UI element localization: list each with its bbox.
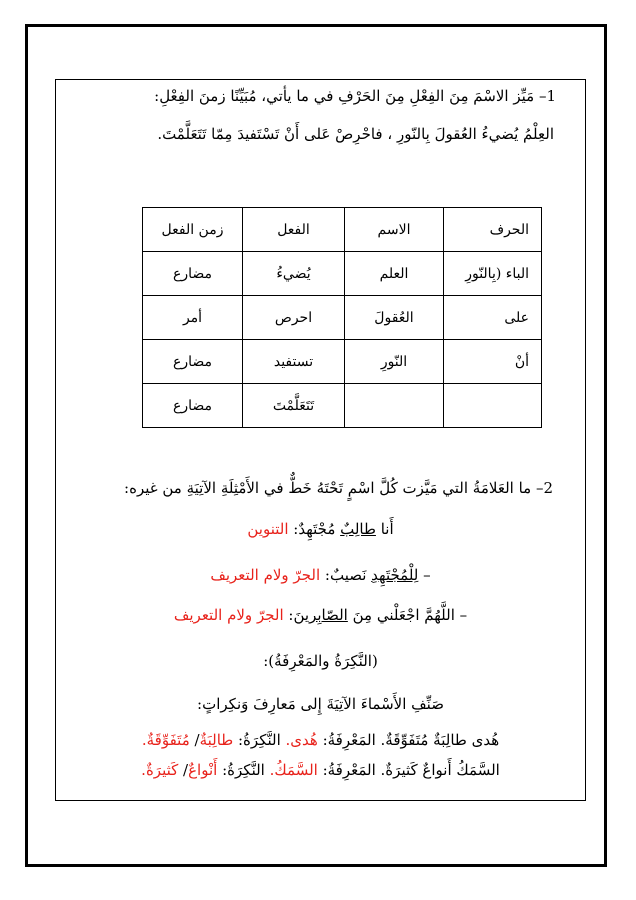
table-cell: مضارع xyxy=(143,252,243,296)
question-1-sentence: العِلْمُ يُضيءُ العُقولَ بِالنّورِ ، فاحْرِصْ عَلى أَنْ تَسْتَفيدَ مِمّا تَتَعَلَّمْتَ. xyxy=(157,125,554,143)
answer-nakira: أَنْواعٌ xyxy=(188,761,218,779)
underlined-word: طالِبٌ xyxy=(340,520,376,538)
table-header-row xyxy=(143,208,542,252)
table-cell xyxy=(345,384,444,428)
answer-mid: النَّكِرَةُ: xyxy=(233,731,286,749)
answer-text: التنوين xyxy=(247,520,289,538)
answer-nakira: مُتَفَوِّقَةٌ. xyxy=(141,731,190,749)
answer-ma3rifa: السَّمَكُ. xyxy=(269,761,318,779)
question-2-title: 2– ما العَلامَةُ التي مَيَّزت كُلَّ اسْمٍ تَحْتَهُ خَطٌّ في الأَمْثِلَةِ الآتِيَةِ من غيره: xyxy=(124,479,553,497)
table-cell: العلم xyxy=(345,252,444,296)
header-tense: زمن الفعل xyxy=(143,208,243,252)
answer-text: الجرّ ولام التعريف xyxy=(173,606,284,624)
table-cell: احرص xyxy=(243,296,345,340)
table-cell: على xyxy=(444,296,542,340)
example-3 xyxy=(55,605,586,625)
answer-nakira: كَثيرَةٌ. xyxy=(141,761,179,779)
word-classification-table xyxy=(142,207,542,428)
header-noun: الاسم xyxy=(345,208,444,252)
table-cell: تَتَعَلَّمْتَ xyxy=(243,384,345,428)
answer-lead: السَّمَكُ أَنواعٌ كَثيرَةٌ. المَعْرِفَةُ: xyxy=(317,761,500,779)
section-3-instruction: صَنِّفِ الأَسْماءَ الآتِيَةَ إِلى مَعارِفَ وَنكِراتٍ: xyxy=(197,695,444,713)
answer-lead: هُدى طالِبَةٌ مُتَفَوِّقَةٌ. المَعْرِفَةُ: xyxy=(317,731,500,749)
table-cell xyxy=(444,384,542,428)
example-text: نَصيبٌ: xyxy=(320,566,372,584)
table-row xyxy=(143,384,542,428)
header-letter: الحرف xyxy=(444,208,542,252)
answer-ma3rifa: هُدى. xyxy=(285,731,318,749)
table-cell: الباء (بِالنّورِ xyxy=(444,252,542,296)
example-text: أَنا xyxy=(375,520,394,538)
answer-mid: النَّكِرَةُ: xyxy=(217,761,270,779)
underlined-word: لِلْمُجْتَهِدِ xyxy=(371,566,419,584)
question-1-title: 1– مَيِّز الاسْمَ مِنَ الفِعْلِ مِنَ الحَرْفِ في ما يأتي، مُبَيِّنًا زمنَ الفِعْلِ: xyxy=(154,87,556,105)
table-cell: أمر xyxy=(143,296,243,340)
section-3-subheading: (النَّكِرَةُ والمَعْرِفَةُ): xyxy=(263,652,378,670)
classification-answer-2 xyxy=(55,760,586,780)
answer-text: الجرّ ولام التعريف xyxy=(210,566,321,584)
table-cell: تستفيد xyxy=(243,340,345,384)
content-frame xyxy=(55,79,586,801)
table-cell: مضارع xyxy=(143,340,243,384)
table-row xyxy=(143,296,542,340)
table-row xyxy=(143,340,542,384)
table-cell: يُضيءُ xyxy=(243,252,345,296)
example-text: – اللَّهُمَّ اجْعَلْني مِنَ xyxy=(347,606,468,624)
underlined-word: الصّابِرينَ xyxy=(293,606,348,624)
answer-sep: / xyxy=(178,761,189,779)
example-text: مُجْتَهِدٌ: xyxy=(288,520,341,538)
example-text: – xyxy=(418,566,431,584)
header-verb: الفعل xyxy=(243,208,345,252)
example-1 xyxy=(55,519,586,539)
answer-sep: / xyxy=(189,731,200,749)
example-2 xyxy=(55,565,586,585)
example-text: : xyxy=(283,606,294,624)
classification-answer-1 xyxy=(55,730,586,750)
table-cell: مضارع xyxy=(143,384,243,428)
table-cell: النّورِ xyxy=(345,340,444,384)
table-cell: أنْ xyxy=(444,340,542,384)
table-row xyxy=(143,252,542,296)
answer-nakira: طالِبَةٌ xyxy=(199,731,234,749)
table-cell: العُقولَ xyxy=(345,296,444,340)
